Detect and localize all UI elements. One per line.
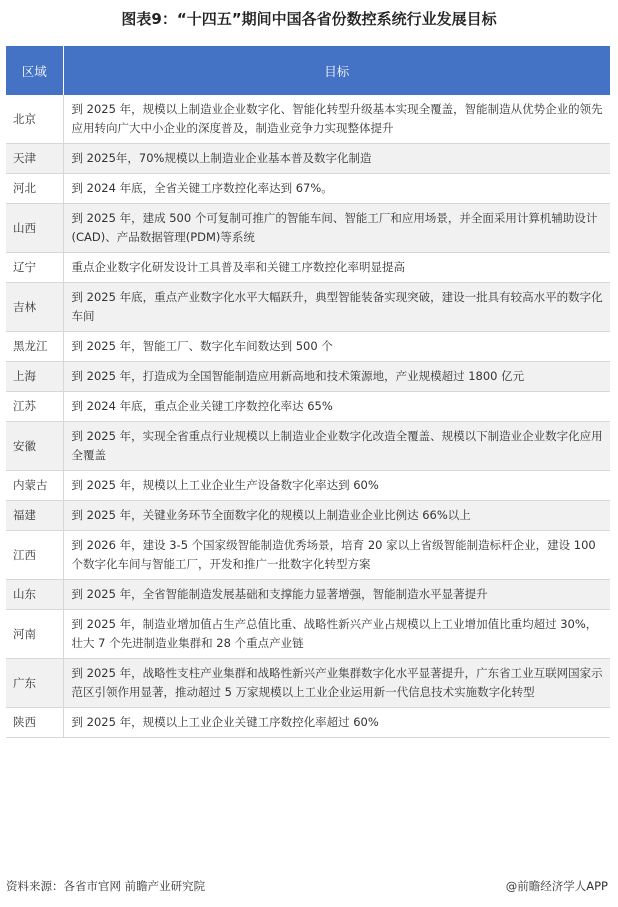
table-row: [6, 422, 610, 471]
goal-cell: 到 2025 年，战略性支柱产业集群和战略性新兴产业集群数字化水平显著提升，广东省工业互联网国家示范区引领作用显著，推动超过 5 万家规模以上工业企业运用新一代信息技术实施数字化转型: [63, 659, 610, 708]
region-cell: 辽宁: [6, 253, 63, 283]
region-cell: 天津: [6, 144, 63, 174]
table-row: [6, 283, 610, 332]
goal-cell: 到 2024 年底，全省关键工序数控化率达到 67%。: [63, 174, 610, 204]
goal-cell: 到 2025 年，规模以上工业企业生产设备数字化率达到 60%: [63, 471, 610, 501]
region-cell: 山东: [6, 580, 63, 610]
table-header-row: [6, 46, 610, 95]
region-cell: 内蒙古: [6, 471, 63, 501]
goal-cell: 重点企业数字化研发设计工具普及率和关键工序数控化率明显提高: [63, 253, 610, 283]
table-row: [6, 708, 610, 738]
goal-cell: 到 2024 年底，重点企业关键工序数控化率达 65%: [63, 392, 610, 422]
table-row: [6, 95, 610, 144]
goal-cell: 到 2026 年，建设 3-5 个国家级智能制造优秀场景，培育 20 家以上省级智能制造标杆企业，建设 100 个数字化车间与智能工厂，开发和推广一批数字化转型方案: [63, 531, 610, 580]
table-row: [6, 362, 610, 392]
goal-cell: 到 2025 年，规模以上制造业企业数字化、智能化转型升级基本实现全覆盖，智能制造从优势企业的领先应用转向广大中小企业的深度普及，制造业竞争力实现整体提升: [63, 95, 610, 144]
table-row: [6, 501, 610, 531]
region-cell: 福建: [6, 501, 63, 531]
header-goal: 目标: [63, 46, 610, 95]
region-cell: 江西: [6, 531, 63, 580]
table-row: [6, 204, 610, 253]
goal-cell: 到 2025 年，关键业务环节全面数字化的规模以上制造业企业比例达 66%以上: [63, 501, 610, 531]
region-cell: 陕西: [6, 708, 63, 738]
table-row: [6, 144, 610, 174]
goal-cell: 到 2025 年，规模以上工业企业关键工序数控化率超过 60%: [63, 708, 610, 738]
header-region: 区域: [6, 46, 63, 95]
table-row: [6, 531, 610, 580]
table-row: [6, 174, 610, 204]
region-cell: 江苏: [6, 392, 63, 422]
goal-cell: 到 2025 年，智能工厂、数字化车间数达到 500 个: [63, 332, 610, 362]
table-row: [6, 253, 610, 283]
brand-credit: @前瞻经济学人APP: [505, 879, 608, 893]
table-row: [6, 332, 610, 362]
region-cell: 山西: [6, 204, 63, 253]
goal-cell: 到 2025 年，建成 500 个可复制可推广的智能车间、智能工厂和应用场景，并全面采用计算机辅助设计(CAD)、产品数据管理(PDM)等系统: [63, 204, 610, 253]
region-cell: 河南: [6, 610, 63, 659]
region-cell: 广东: [6, 659, 63, 708]
goal-cell: 到 2025 年，制造业增加值占生产总值比重、战略性新兴产业占规模以上工业增加值比重均超过 30%，壮大 7 个先进制造业集群和 28 个重点产业链: [63, 610, 610, 659]
table-row: [6, 392, 610, 422]
region-cell: 安徽: [6, 422, 63, 471]
table-row: [6, 471, 610, 501]
region-cell: 黑龙江: [6, 332, 63, 362]
goals-table: [6, 46, 610, 738]
goal-cell: 到 2025 年，全省智能制造发展基础和支撑能力显著增强，智能制造水平显著提升: [63, 580, 610, 610]
region-cell: 河北: [6, 174, 63, 204]
goal-cell: 到 2025 年，实现全省重点行业规模以上制造业企业数字化改造全覆盖、规模以下制造业企业数字化应用全覆盖: [63, 422, 610, 471]
table-row: [6, 580, 610, 610]
table-body: [6, 95, 610, 738]
source-note: 资料来源：各省市官网 前瞻产业研究院: [6, 879, 206, 893]
region-cell: 北京: [6, 95, 63, 144]
goal-cell: 到 2025年，70%规模以上制造业企业基本普及数字化制造: [63, 144, 610, 174]
goal-cell: 到 2025 年底，重点产业数字化水平大幅跃升，典型智能装备实现突破，建设一批具有较高水平的数字化车间: [63, 283, 610, 332]
goal-cell: 到 2025 年，打造成为全国智能制造应用新高地和技术策源地，产业规模超过 1800 亿元: [63, 362, 610, 392]
table-row: [6, 659, 610, 708]
chart-title: 图表9：“十四五”期间中国各省份数控系统行业发展目标: [121, 10, 497, 28]
region-cell: 上海: [6, 362, 63, 392]
table-row: [6, 610, 610, 659]
region-cell: 吉林: [6, 283, 63, 332]
